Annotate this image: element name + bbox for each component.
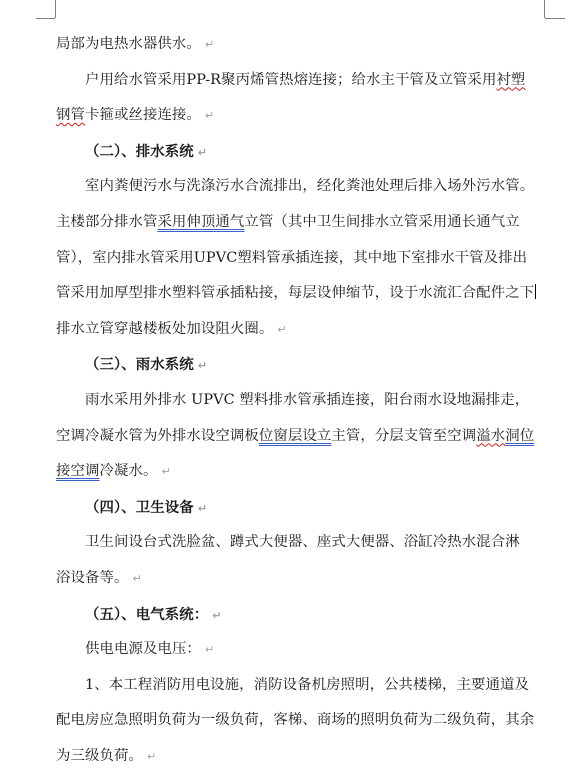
text-run: 供电电源及电压：: [85, 641, 201, 658]
text-run: 主管，分层支管至空调: [331, 427, 477, 444]
text-run: 立管（其中卫生间排水立管采用通长通气立: [244, 213, 520, 230]
heading-text: （五）、电气系统：: [85, 605, 209, 623]
paragraph-line: [56, 561, 556, 597]
text-run: 配电房应急照明负荷为一级负荷，客梯、商场的照明负荷为二级负荷，其余: [56, 712, 535, 729]
paragraph-mark-icon: ↵: [277, 322, 287, 336]
crop-mark-top-right: [544, 0, 545, 18]
grammar-underline[interactable]: 洞位: [505, 427, 535, 444]
paragraph-line: [56, 169, 556, 205]
section-heading: [56, 597, 556, 633]
paragraph-mark-icon: ↵: [204, 38, 215, 51]
text-run: 冷凝水。: [99, 463, 158, 480]
paragraph-mark-icon: ↵: [197, 501, 208, 515]
text-run: 管），室内排水管采用UPVC塑料管承插连接，其中地下室排水干管及排出: [56, 249, 528, 266]
paragraph-mark-icon: ↵: [197, 359, 208, 373]
paragraph-mark-icon: ↵: [204, 643, 215, 657]
text-run: 为三级负荷。: [56, 747, 143, 764]
text-run: 1、本工程消防用电设施，消防设备机房照明，公共楼梯，主要通道及: [85, 676, 529, 693]
crop-mark-top-right: [545, 18, 565, 19]
spellcheck-underline[interactable]: 钢管: [56, 107, 85, 124]
paragraph-line: [56, 525, 556, 561]
text-run: 主楼部分排水管: [56, 213, 158, 230]
text-run: 局部为电热水器供水。: [56, 36, 201, 52]
text-run: 户用给水管采用PP-R聚丙烯管热熔连接；给水主干管及立管采用: [85, 71, 497, 88]
paragraph-line: [56, 98, 556, 134]
text-run: 排水立管穿越楼板处加设阻火圈。: [56, 320, 274, 337]
section-heading: [56, 347, 556, 383]
section-heading: [56, 490, 556, 526]
heading-text: （四）、卫生设备: [85, 498, 194, 516]
text-run: 卡箍或丝接连接。: [84, 107, 201, 124]
grammar-underline[interactable]: 采用伸顶通气: [157, 213, 245, 230]
spellcheck-underline[interactable]: 溢水: [476, 427, 506, 444]
crop-mark-top-left: [36, 18, 55, 19]
paragraph-line: [56, 63, 556, 99]
grammar-underline[interactable]: 接空调: [56, 463, 100, 480]
heading-text: （二）、排水系统: [85, 142, 194, 160]
paragraph-line: [56, 632, 556, 668]
paragraph-line: [56, 312, 556, 348]
text-run: 雨水采用外排水 UPVC 塑料排水管承插连接，阳台雨水设地漏排走，: [85, 391, 530, 408]
text-run: 空调冷凝水管为外排水设空调板: [56, 427, 259, 444]
spellcheck-underline[interactable]: 衬塑: [496, 71, 526, 88]
paragraph-mark-icon: ↵: [146, 749, 157, 763]
paragraph-mark-icon: ↵: [197, 145, 208, 159]
text-cursor: [535, 284, 536, 299]
text-run: 管采用加厚型排水塑料管承插粘接，每层设伸缩节，设于水流汇合配件之下: [56, 285, 535, 302]
paragraph-line: [56, 205, 556, 241]
paragraph-line: [56, 739, 556, 774]
paragraph-line: [56, 419, 556, 455]
paragraph-mark-icon: ↵: [204, 109, 215, 123]
crop-mark-top-left: [55, 0, 56, 18]
text-run: 室内粪便污水与洗涤污水合流排出，经化粪池处理后排入场外污水管。: [85, 178, 535, 195]
section-heading: [56, 134, 556, 170]
grammar-underline[interactable]: 位窗层设立: [258, 427, 332, 444]
text-run: 卫生间设台式洗脸盆、蹲式大便器、座式大便器、浴缸冷热水混合淋: [85, 534, 520, 551]
document-body[interactable]: [56, 27, 556, 774]
paragraph-mark-icon: ↵: [132, 571, 142, 585]
paragraph-line: [56, 383, 556, 419]
paragraph-line: [56, 703, 556, 739]
text-run: 浴设备等。: [56, 569, 129, 586]
paragraph-line: [56, 241, 556, 277]
paragraph-mark-icon: ↵: [212, 608, 222, 622]
paragraph-line: [56, 454, 556, 490]
paragraph-line: [56, 27, 556, 63]
paragraph-line: [56, 668, 556, 704]
heading-text: （三）、雨水系统: [85, 356, 194, 374]
paragraph-line: [56, 276, 556, 312]
paragraph-mark-icon: ↵: [161, 465, 171, 479]
